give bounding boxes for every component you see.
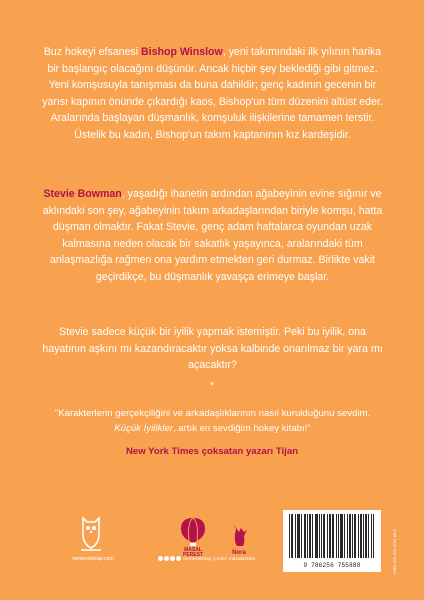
separator-star: * bbox=[209, 380, 215, 392]
barcode-bar bbox=[310, 514, 311, 558]
masal-logo-text-1: MASAL bbox=[184, 547, 202, 553]
barcode-bar bbox=[301, 514, 302, 558]
synopsis-paragraph-2 bbox=[40, 186, 385, 285]
barcode-bar bbox=[295, 514, 296, 558]
barcode-bar bbox=[332, 514, 333, 558]
synopsis-paragraph-3: Stevie sadece küçük bir iyilik yapmak istemiştir. Peki bu iyilik, ona hayatının aşkını mı kazandıracaktır yoksa kalbinde onarılmaz bir yara mı açacaktır? bbox=[42, 326, 383, 371]
isbn-vertical-text: ISBN 978-625-6755-88-8 bbox=[392, 529, 397, 574]
barcode-bar bbox=[321, 514, 322, 558]
quote-text: , artık en sevdiğim hokey kitabı!" bbox=[172, 422, 311, 434]
barcode-bar bbox=[371, 514, 372, 558]
quote-text: "Karakterlerin gerçekçiliğini ve arkadaşlıklarının nasıl kurulduğunu sevdim. bbox=[54, 408, 371, 419]
barcode-bar bbox=[298, 514, 299, 558]
barcode-bar bbox=[361, 514, 362, 558]
barcode-bar bbox=[366, 514, 367, 558]
barcode-bar bbox=[347, 514, 348, 558]
barcode-bar bbox=[330, 514, 331, 558]
barcode-bar bbox=[304, 514, 305, 558]
publisher-url: nemesiskitap.com bbox=[72, 556, 114, 562]
barcode-bar bbox=[309, 514, 310, 558]
barcode-bar bbox=[340, 514, 341, 558]
masal-logo-text-2: PEREST bbox=[182, 552, 204, 556]
nora-deer-logo-icon bbox=[227, 520, 251, 556]
barcode-bar bbox=[341, 514, 342, 558]
social-media-line bbox=[158, 556, 278, 562]
barcode-bar bbox=[315, 514, 316, 558]
barcode-bar bbox=[292, 514, 293, 558]
barcode-bar bbox=[329, 514, 330, 558]
review-quote bbox=[50, 407, 375, 436]
social-handles: nemesiskitap | nora | masalperest bbox=[183, 556, 255, 562]
barcode-bar bbox=[333, 514, 334, 558]
barcode-digits: 9 786256 755888 bbox=[303, 562, 361, 569]
barcode-bar bbox=[327, 514, 328, 558]
x-icon bbox=[176, 556, 181, 561]
facebook-icon bbox=[158, 556, 163, 561]
quote-book-title: Küçük İyilikler bbox=[114, 422, 173, 434]
instagram-icon bbox=[164, 556, 169, 561]
barcode-bar bbox=[355, 514, 356, 558]
barcode-bar bbox=[319, 514, 320, 558]
barcode-bar bbox=[297, 514, 298, 558]
barcode bbox=[283, 510, 381, 572]
barcode-bar bbox=[352, 514, 353, 558]
owl-logo-icon bbox=[77, 514, 105, 552]
barcode-bar bbox=[360, 514, 361, 558]
barcode-bar bbox=[349, 514, 350, 558]
nora-logo-text: Nora bbox=[232, 550, 246, 556]
paragraph-text: Buz hokeyi efsanesi bbox=[43, 46, 142, 58]
barcode-bar bbox=[338, 514, 339, 558]
barcode-bar bbox=[336, 514, 337, 558]
character-name-bishop: Bishop Winslow bbox=[141, 46, 223, 58]
character-name-stevie: Stevie Bowman bbox=[43, 188, 122, 200]
barcode-bar bbox=[344, 514, 345, 558]
barcode-bar bbox=[368, 514, 369, 558]
barcode-bar bbox=[365, 514, 366, 558]
barcode-bar bbox=[299, 514, 300, 558]
barcode-bar bbox=[363, 514, 364, 558]
barcode-bar bbox=[307, 514, 308, 558]
synopsis-paragraph-1 bbox=[40, 44, 385, 143]
barcode-bar bbox=[291, 514, 292, 558]
barcode-bar bbox=[342, 514, 343, 558]
paragraph-text: , yeni takımındaki ilk yılının harika bir başlangıç olacağını düşünür. Ancak hiçbir şey beklediği gibi gitmez. Yeni komşusuyla tanışması da buna dahildir; genç kadının gecenin bir yarısı kapının önünde çıkardığı kaos, Bishop'un tüm düzenini altüst eder. Aralarında başlayan düşmanlık, komşuluk ilişkilerine tamamen terstir. Üstelik bu kadın, Bishop'un takım kaptanının kız kardeşidir. bbox=[42, 46, 383, 141]
barcode-bar bbox=[317, 514, 318, 558]
quote-attribution: New York Times çoksatan yazarı Tijan bbox=[125, 446, 299, 457]
barcode-bar bbox=[373, 514, 374, 558]
masalperest-balloon-logo-icon bbox=[173, 516, 213, 556]
barcode-bar bbox=[350, 514, 351, 558]
barcode-bar bbox=[305, 514, 306, 558]
barcode-bar bbox=[323, 514, 324, 558]
barcode-bar bbox=[324, 514, 325, 558]
paragraph-text: , yaşadığı ihanetin ardından ağabeyinin evine sığınır ve aklındaki son şey, ağabeyinin takım arkadaşlarından biriyle komşu, hatta düşman olmaktır. Fakat Stevie, genç adam haftalarca oyundan uzak kalmasına neden olacak bir sakatlık yaşayınca, aralarındaki tüm anlaşmazlığa rağmen ona yardım etmekten geri durmaz. Birlikte vakit geçirdikçe, bu düşmanlık yavaşça erimeye başlar. bbox=[42, 188, 383, 283]
barcode-bars bbox=[289, 514, 375, 558]
youtube-icon bbox=[170, 556, 175, 561]
barcode-bar bbox=[289, 514, 290, 558]
barcode-bar bbox=[358, 514, 359, 558]
barcode-bar bbox=[316, 514, 317, 558]
barcode-bar bbox=[354, 514, 355, 558]
barcode-bar bbox=[312, 514, 313, 558]
